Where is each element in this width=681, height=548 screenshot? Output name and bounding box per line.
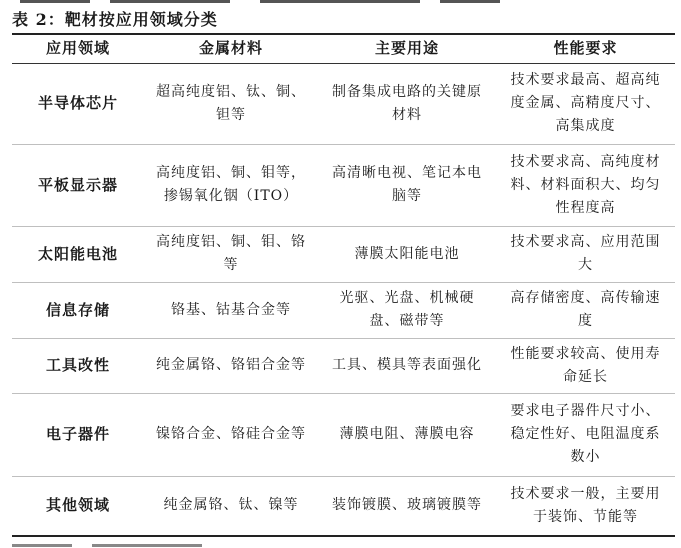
- cell-requirement: 性能要求较高、使用寿命延长: [496, 338, 675, 393]
- header-metal: 金属材料: [144, 34, 318, 63]
- cell-field: 平板显示器: [12, 144, 144, 226]
- cropped-previous-line: [0, 0, 681, 4]
- cell-metal: 纯金属铬、钛、镍等: [144, 476, 318, 536]
- cell-field: 信息存储: [12, 282, 144, 338]
- cell-field: 太阳能电池: [12, 226, 144, 282]
- table-row: [12, 282, 675, 338]
- cell-metal: 镍铬合金、铬硅合金等: [144, 393, 318, 476]
- cell-field: 其他领域: [12, 476, 144, 536]
- table-row: [12, 63, 675, 144]
- cell-requirement: 技术要求高、应用范围大: [496, 226, 675, 282]
- cell-requirement: 技术要求高、高纯度材料、材料面积大、均匀性程度高: [496, 144, 675, 226]
- cell-use: 制备集成电路的关键原材料: [318, 63, 496, 144]
- cell-metal: 高纯度铝、铜、钼等，掺锡氧化铟（ITO）: [144, 144, 318, 226]
- cell-use: 工具、模具等表面强化: [318, 338, 496, 393]
- cell-use: 薄膜太阳能电池: [318, 226, 496, 282]
- cell-use: 高清晰电视、笔记本电脑等: [318, 144, 496, 226]
- cell-use: 薄膜电阻、薄膜电容: [318, 393, 496, 476]
- cell-metal: 超高纯度铝、钛、铜、钽等: [144, 63, 318, 144]
- cell-metal: 高纯度铝、铜、钼、铬等: [144, 226, 318, 282]
- header-requirement: 性能要求: [496, 34, 675, 63]
- cell-requirement: 高存储密度、高传输速度: [496, 282, 675, 338]
- cell-metal: 纯金属铬、铬铝合金等: [144, 338, 318, 393]
- table-row: [12, 144, 675, 226]
- table-row: [12, 226, 675, 282]
- table-header-row: [12, 34, 675, 63]
- cell-use: 光驱、光盘、机械硬盘、磁带等: [318, 282, 496, 338]
- table-row: [12, 476, 675, 536]
- cell-use: 装饰镀膜、玻璃镀膜等: [318, 476, 496, 536]
- cell-metal: 铬基、钴基合金等: [144, 282, 318, 338]
- table-caption: 表 2：靶材按应用领域分类: [12, 10, 218, 29]
- cell-field: 电子器件: [12, 393, 144, 476]
- table-row: [12, 393, 675, 476]
- cell-field: 工具改性: [12, 338, 144, 393]
- table-row: [12, 338, 675, 393]
- cropped-next-line: [12, 541, 675, 548]
- header-field: 应用领域: [12, 34, 144, 63]
- header-use: 主要用途: [318, 34, 496, 63]
- target-material-table: [12, 33, 675, 537]
- cell-requirement: 技术要求最高、超高纯度金属、高精度尺寸、高集成度: [496, 63, 675, 144]
- cell-requirement: 要求电子器件尺寸小、稳定性好、电阻温度系数小: [496, 393, 675, 476]
- cell-requirement: 技术要求一般，主要用于装饰、节能等: [496, 476, 675, 536]
- cell-field: 半导体芯片: [12, 63, 144, 144]
